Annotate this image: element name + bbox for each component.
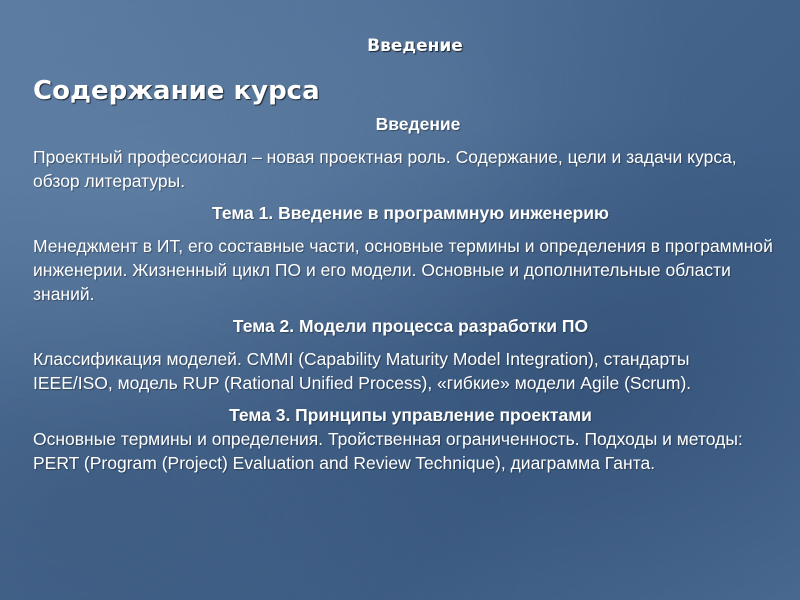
slide-header-title: Введение bbox=[367, 36, 463, 56]
course-title: Содержание курса bbox=[33, 76, 320, 106]
section-text-intro: Проектный профессионал – новая проектная роль. Содержание, цели и задачи курса, обзор литературы. bbox=[33, 147, 737, 191]
course-content bbox=[33, 112, 773, 475]
section-heading-topic-3: Тема 3. Принципы управление проектами bbox=[229, 405, 592, 425]
section-text-topic-1: Менеджмент в ИТ, его составные части, основные термины и определения в программной инженерии. Жизненный цикл ПО и его модели. Основные и дополнительные области знаний. bbox=[33, 236, 773, 304]
section-text-topic-2: Классификация моделей. CMMI (Capability Maturity Model Integration), стандарты IEEE/ISO, модель RUP (Rational Unified Process), «гибкие» модели Agile (Scrum). bbox=[33, 349, 692, 393]
section-heading-topic-1: Тема 1. Введение в программную инженерию bbox=[212, 203, 609, 223]
section-text-topic-3: Основные термины и определения. Тройственная ограниченность. Подходы и методы: PERT (Program (Project) Evaluation and Review Technique), диаграмма Ганта. bbox=[33, 429, 743, 473]
section-heading-topic-2: Тема 2. Модели процесса разработки ПО bbox=[232, 316, 589, 336]
section-heading-intro: Введение bbox=[375, 114, 461, 134]
